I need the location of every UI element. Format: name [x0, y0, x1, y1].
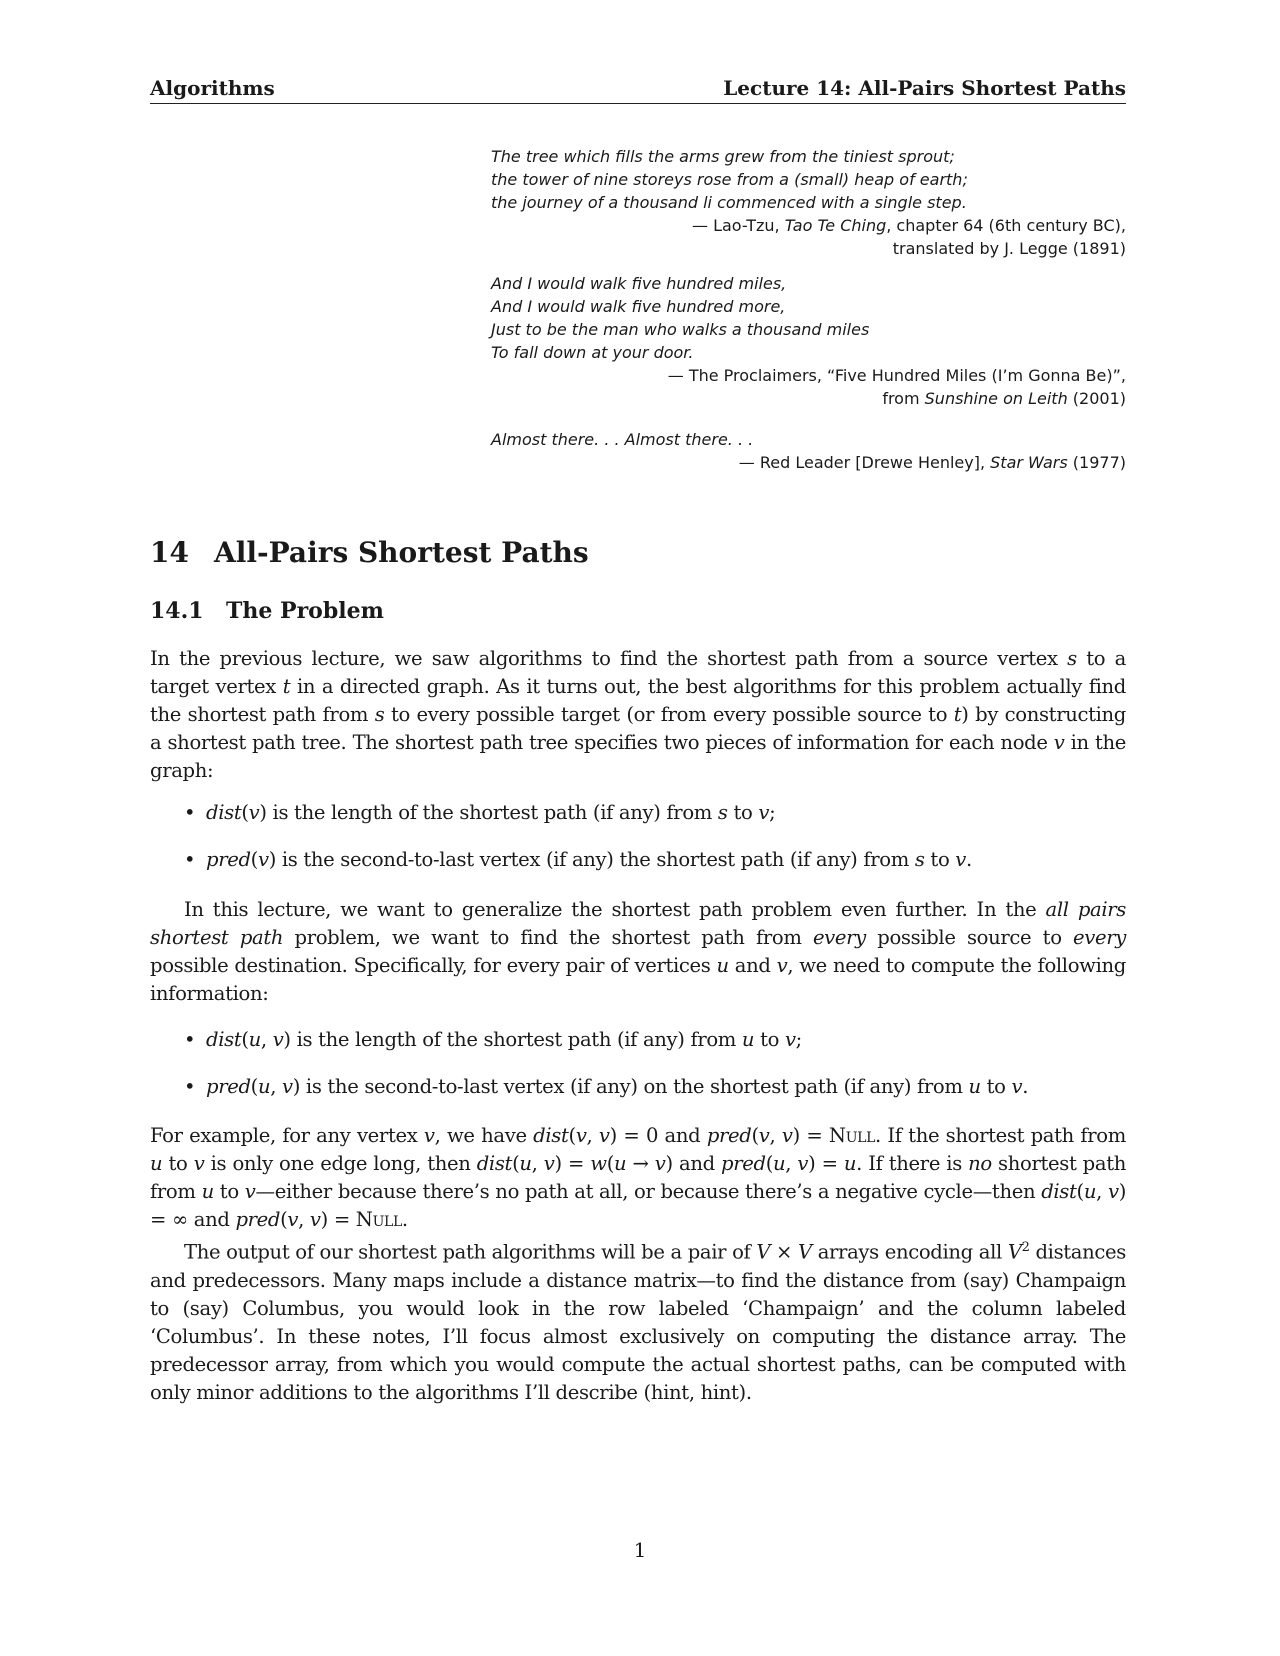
epigraph-line: the tower of nine storeys rose from a (small) heap of earth; [491, 170, 968, 189]
epigraph-line: And I would walk five hundred miles, [491, 274, 787, 293]
epigraph-line: To fall down at your door. [491, 343, 694, 362]
subsection-number: 14.1 [150, 598, 204, 624]
page-number: 1 [633, 1538, 647, 1562]
paragraph-intro: In the previous lecture, we saw algorithms to find the shortest path from a source vertex s to a target vertex t in a directed graph. As it turns out, the best algorithms for this problem actually find the shortest path from s to every possible target (or from every possible source to t) by constructing a shortest path tree. The shortest path tree specifies two pieces of information for each node v in the graph: [150, 647, 1127, 782]
paragraph-example: For example, for any vertex v, we have dist(v, v) = 0 and pred(v, v) = Null. If the shortest path from u to v is only one edge long, then dist(u, v) = w(u → v) and pred(u, v) = u. If there is no shortest path from u to v—either because there’s no path at all, or because there’s a negative cycle—then dist(u, v) = ∞ and pred(v, v) = Null. The output of our shortest path algorithms will be a pair of V × V arrays encoding all $V^2$ distances and predecessors. Many maps include a distance matrix—to find the distance from (say) Champaign to (say) Columbus, you would look in the row labeled ‘Champaign’ and the column labeled ‘Columbus’. In these notes, I’ll focus almost exclusively on computing the distance array. The predecessor array, from which you would compute the actual shortest paths, can be computed with only minor additions to the algorithms I’ll describe (hint, hint). [150, 1124, 1127, 1404]
epigraph-line: the journey of a thousand li commenced with a single step. [491, 193, 967, 212]
subsection-heading [150, 598, 384, 624]
header-course-title: Algorithms [150, 76, 275, 100]
epigraph-attribution: — Lao-Tzu, Tao Te Ching, chapter 64 (6th century BC), [692, 216, 1126, 235]
epigraph-attribution: — Red Leader [Drewe Henley], Star Wars (1977) [738, 453, 1126, 472]
header-lecture-title: Lecture 14: All-Pairs Shortest Paths [723, 76, 1126, 100]
epigraph-line: The tree which fills the arms grew from the tiniest sprout; [491, 147, 955, 166]
epigraph-lao-tzu [491, 145, 1126, 260]
epigraph-proclaimers [491, 272, 1126, 410]
list-item: • dist(v) is the length of the shortest path (if any) from s to v; [184, 801, 776, 824]
epigraph-attribution-translator: translated by J. Legge (1891) [892, 239, 1126, 258]
epigraph-attribution: — The Proclaimers, “Five Hundred Miles (I’m Gonna Be)”, [667, 366, 1126, 385]
list-item: • pred(v) is the second-to-last vertex (if any) the shortest path (if any) from s to v. [184, 848, 972, 871]
epigraph-line: Just to be the man who walks a thousand miles [491, 320, 870, 339]
epigraph-line: And I would walk five hundred more, [491, 297, 786, 316]
subsection-title: The Problem [226, 598, 384, 624]
paragraph-all-pairs: In this lecture, we want to generalize the shortest path problem even further. In the all pairs shortest path problem, we want to find the shortest path from every possible source to every possible destination. Specifically, for every pair of vertices u and v, we need to compute the following information: [150, 898, 1126, 1005]
section-title: All-Pairs Shortest Paths [214, 536, 589, 569]
section-heading [150, 536, 589, 569]
epigraph-line: Almost there. . . Almost there. . . [491, 430, 754, 449]
epigraph-star-wars [491, 428, 1126, 474]
epigraph-attribution-album: from Sunshine on Leith (2001) [882, 389, 1126, 408]
running-header [150, 74, 1126, 104]
list-item: • pred(u, v) is the second-to-last vertex (if any) on the shortest path (if any) from u to v. [184, 1075, 1029, 1098]
list-item: • dist(u, v) is the length of the shortest path (if any) from u to v; [184, 1028, 802, 1051]
section-number: 14 [150, 536, 189, 569]
